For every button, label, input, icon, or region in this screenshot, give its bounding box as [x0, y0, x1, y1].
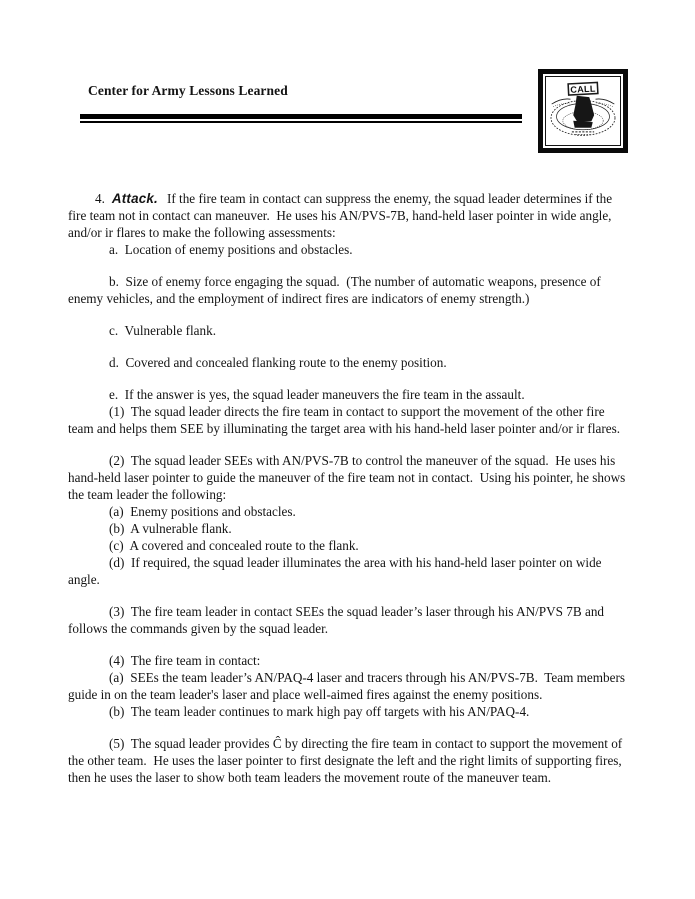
item-b: b. Size of enemy force engaging the squad. (The number of automatic weapons, presence of enemy vehicles, and the employment of indirect fires are indicators of enemy strength.): [68, 274, 605, 306]
header-rule: [80, 114, 522, 123]
sub-item-2c: (c) A covered and concealed route to the flank.: [109, 538, 359, 553]
call-logo-acronym: CALL: [570, 83, 597, 95]
call-logo-frame: [543, 74, 623, 148]
paragraph-keyword-attack: Attack.: [111, 191, 158, 206]
sub-item-2: (2) The squad leader SEEs with AN/PVS-7B to control the maneuver of the squad. He uses his hand-held laser pointer to guide the maneuver of the fire team not in contact. Using his pointer, he shows the team leader the following:: [68, 453, 629, 502]
sub-item-2a: (a) Enemy positions and obstacles.: [109, 504, 296, 519]
sub-item-2b: (b) A vulnerable flank.: [109, 521, 232, 536]
sub-item-4b: (b) The team leader continues to mark high pay off targets with his AN/PAQ-4.: [109, 704, 530, 719]
sub-item-4a: (a) SEEs the team leader’s AN/PAQ-4 laser and tracers through his AN/PVS-7B. Team members guide in on the team leader's laser and place well-aimed fires against the enemy positions.: [68, 670, 629, 702]
item-e: e. If the answer is yes, the squad leader maneuvers the fire team in the assault.: [109, 387, 525, 402]
call-emblem-icon: [548, 79, 618, 143]
sub-item-5: (5) The squad leader provides Ĉ by directing the fire team in contact to support the movement of the other team. He uses the laser pointer to first designate the left and the right limits of supporting fires, then he uses the laser to show both team leaders the movement route of the maneuver team.: [68, 736, 626, 785]
header-rule-thin-line: [80, 121, 522, 123]
sub-item-1: (1) The squad leader directs the fire team in contact to support the movement of the other fire team and helps them SEE by illuminating the target area with his hand-held laser pointer and/or ir flares.: [68, 404, 621, 436]
item-d: d. Covered and concealed flanking route to the enemy position.: [109, 355, 447, 370]
sub-item-4: (4) The fire team in contact:: [109, 653, 261, 668]
paragraph-text: If the fire team in contact can suppress the enemy, the squad leader determines if the fire team not in contact can maneuver. He uses his AN/PVS-7B, hand-held laser pointer in wide angle, and/or ir flares to make the following assessments:: [68, 191, 616, 240]
item-c: c. Vulnerable flank.: [109, 323, 216, 338]
document-body: [68, 190, 628, 786]
sub-item-2d: (d) If required, the squad leader illuminates the area with his hand-held laser pointer on wide angle.: [68, 555, 605, 587]
call-logo: [538, 69, 628, 153]
item-a: a. Location of enemy positions and obstacles.: [109, 242, 353, 257]
paragraph-number: 4.: [95, 191, 105, 206]
page-title: Center for Army Lessons Learned: [88, 83, 288, 98]
call-logo-border: [545, 76, 621, 146]
paragraph-4-attack: [68, 190, 628, 241]
sub-item-3: (3) The fire team leader in contact SEEs the squad leader’s laser through his AN/PVS 7B and follows the commands given by the squad leader.: [68, 604, 608, 636]
